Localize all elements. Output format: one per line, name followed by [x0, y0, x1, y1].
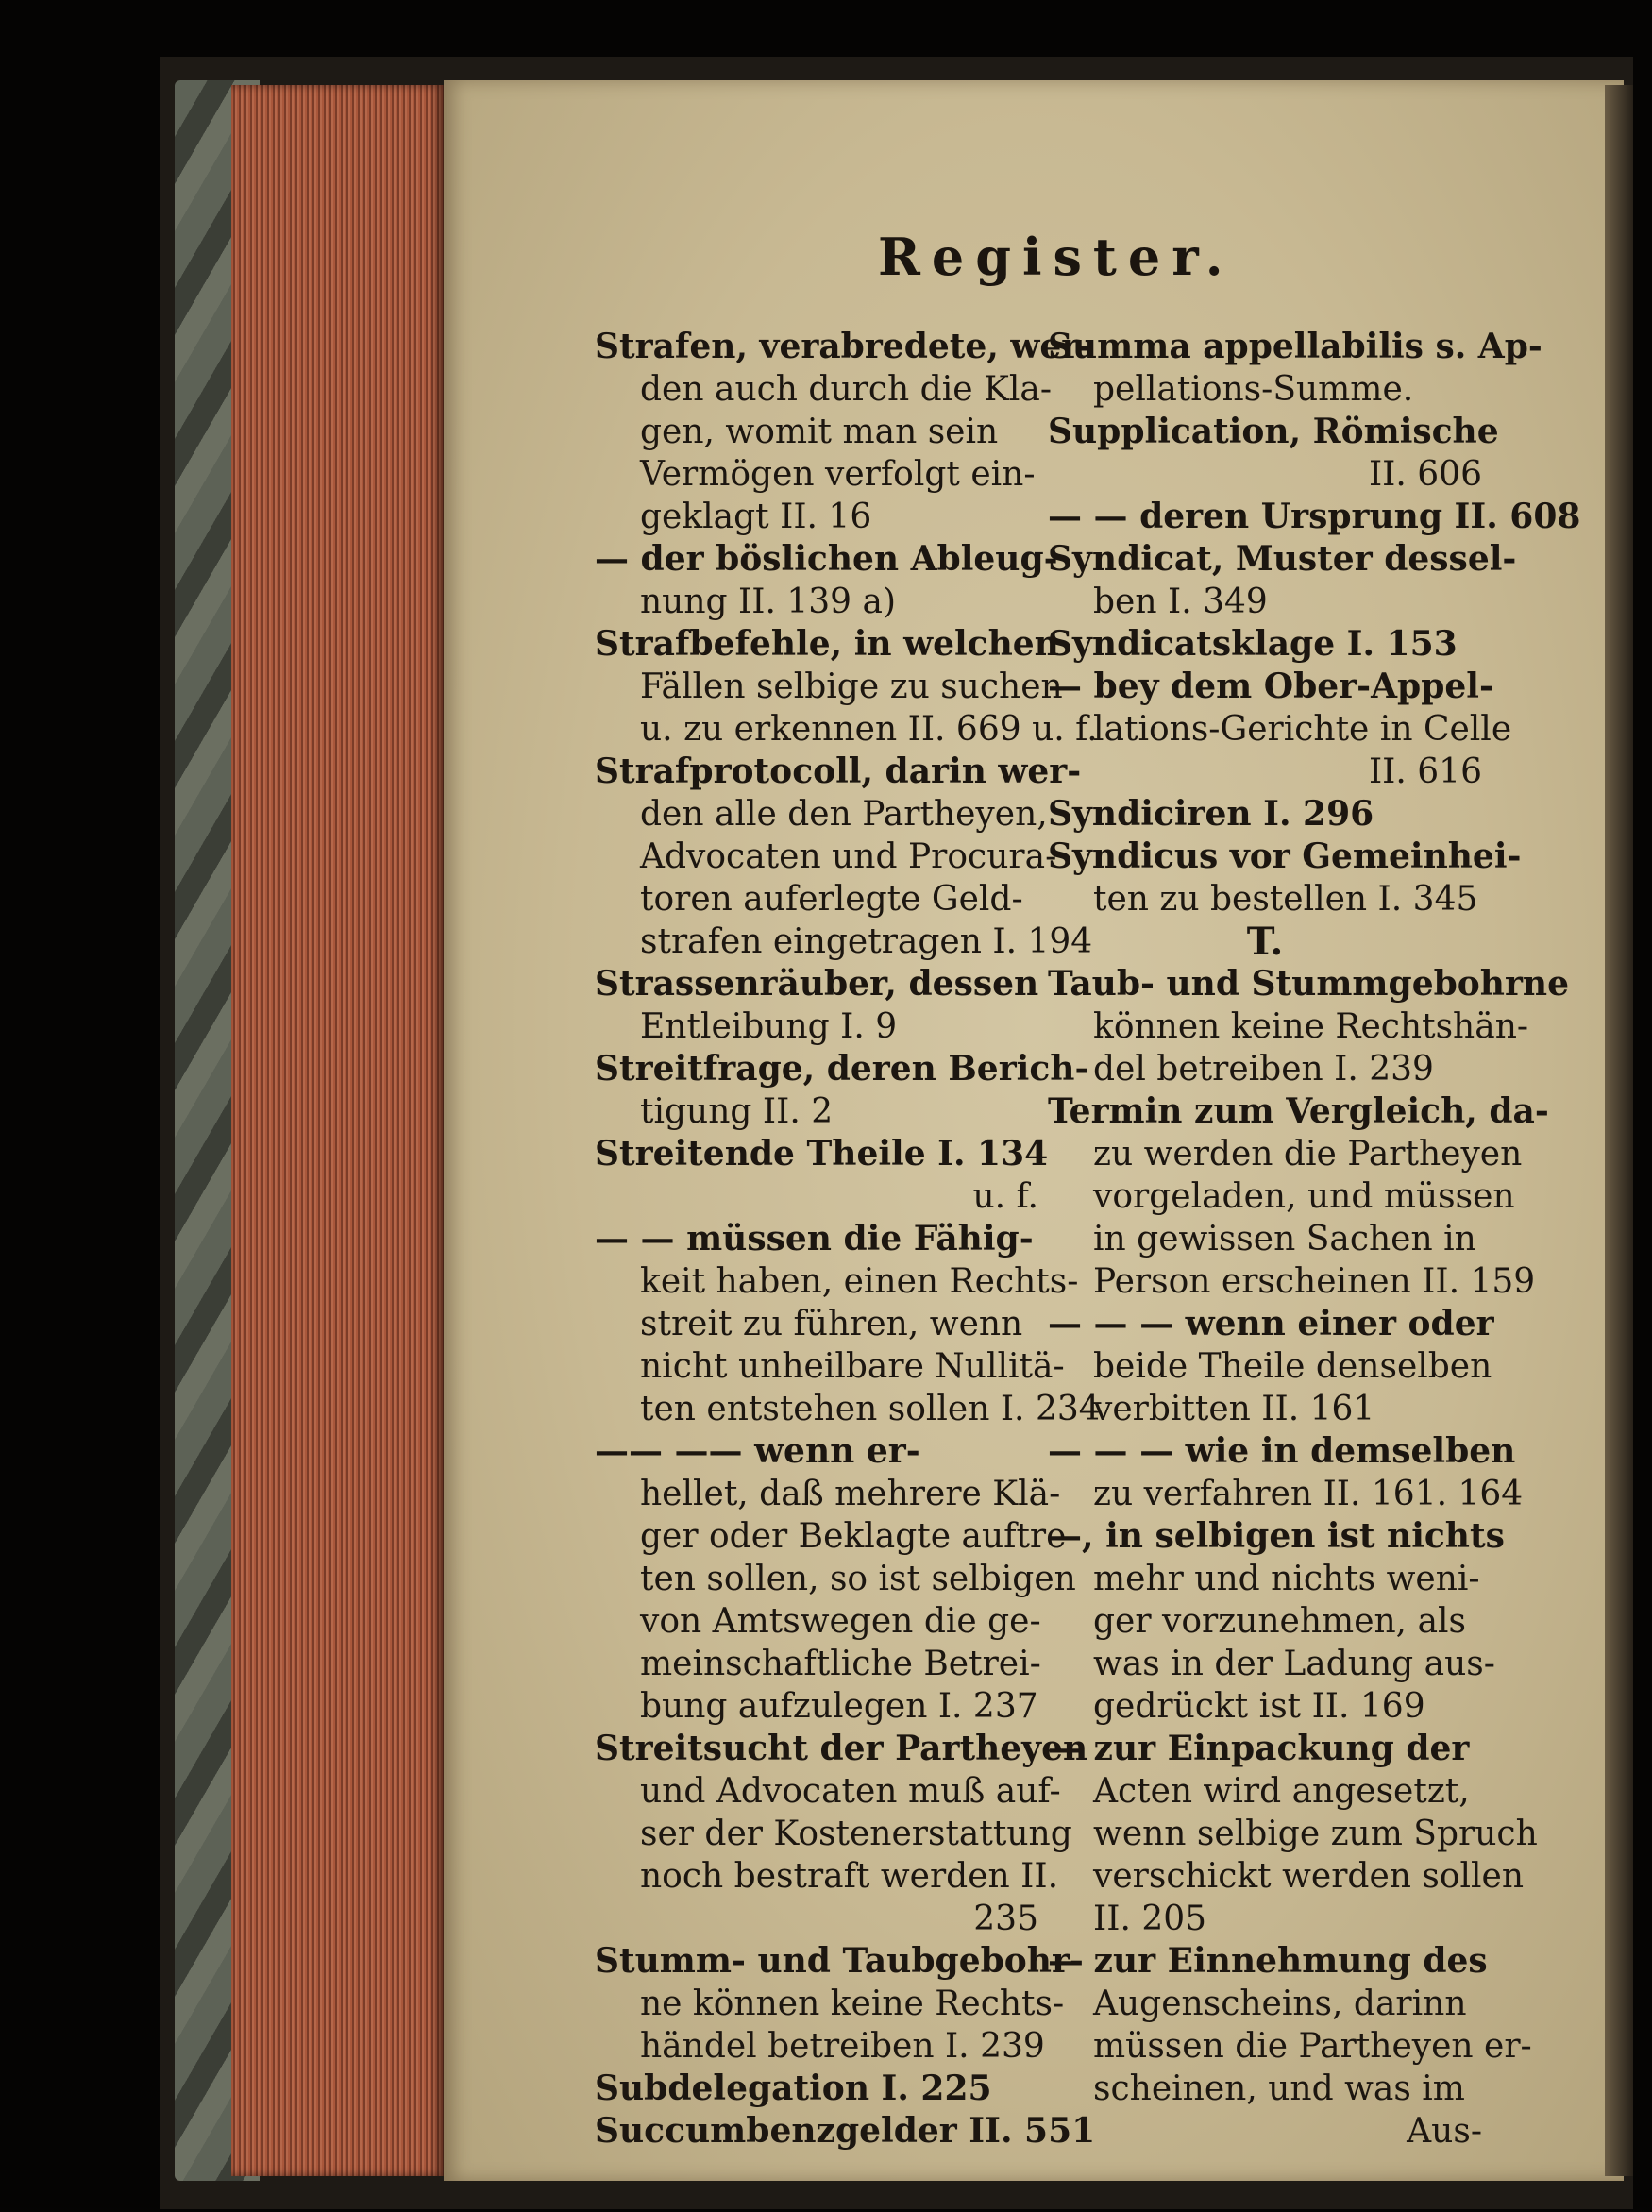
register-line: gedrückt ist II. 169 — [1093, 1687, 1425, 1726]
register-line: noch bestraft werden II. — [640, 1857, 1059, 1896]
register-line: del betreiben I. 239 — [1093, 1050, 1434, 1089]
right-column — [1048, 326, 1581, 2153]
register-line: Fällen selbige zu suchen — [640, 667, 1063, 706]
register-line: wenn selbige zum Spruch — [1093, 1815, 1538, 1853]
register-line: Acten wird angesetzt, — [1093, 1772, 1470, 1811]
register-line: — zur Einpackung der — [1048, 1729, 1470, 1768]
register-line: beide Theile denselben — [1093, 1347, 1492, 1386]
register-line: Strafbefehle, in welchen — [595, 624, 1059, 664]
register-line: Termin zum Vergleich, da- — [1048, 1091, 1549, 1131]
page-gutter — [1605, 85, 1633, 2176]
register-line: II. 205 — [1093, 1900, 1207, 1938]
register-line: Entleibung I. 9 — [640, 1007, 898, 1046]
register-line: II. 606 — [1368, 455, 1482, 494]
register-line: ten zu bestellen I. 345 — [1093, 880, 1478, 919]
register-line: u. f. — [972, 1177, 1038, 1216]
register-line: streit zu führen, wenn — [640, 1305, 1023, 1343]
register-line: Person erscheinen II. 159 — [1093, 1262, 1536, 1301]
register-line: toren auferlegte Geld- — [640, 880, 1023, 919]
register-line: — bey dem Ober-Appel- — [1048, 667, 1493, 706]
register-line: und Advocaten muß auf- — [640, 1772, 1061, 1811]
register-line: mehr und nichts weni- — [1093, 1560, 1480, 1598]
register-line: Syndiciren I. 296 — [1048, 794, 1374, 834]
register-line: strafen eingetragen I. 194 — [640, 922, 1093, 961]
register-line: geklagt II. 16 — [640, 498, 872, 536]
register-line: Subdelegation I. 225 — [595, 2068, 992, 2108]
register-line: ger oder Beklagte auftre- — [640, 1517, 1078, 1556]
register-line: meinschaftliche Betrei- — [640, 1645, 1041, 1683]
register-line: zu werden die Partheyen — [1093, 1135, 1523, 1174]
register-line: Strafprotocoll, darin wer- — [595, 751, 1082, 791]
register-line: den alle den Partheyen, — [640, 795, 1048, 834]
register-line: Taub- und Stummgebohrne — [1048, 964, 1570, 1004]
register-line: — der böslichen Ableug- — [595, 539, 1058, 579]
register-line: verschickt werden sollen — [1093, 1857, 1525, 1896]
register-line: verbitten II. 161 — [1093, 1390, 1375, 1428]
register-line: lations-Gerichte in Celle — [1093, 710, 1512, 749]
register-line: Augenscheins, darinn — [1093, 1984, 1467, 2023]
register-line: nicht unheilbare Nullitä- — [640, 1347, 1065, 1386]
register-line: ten entstehen sollen I. 234 — [640, 1390, 1101, 1428]
register-line: Streitfrage, deren Berich- — [595, 1049, 1089, 1089]
register-line: — zur Einnehmung des — [1048, 1941, 1488, 1981]
left-column — [595, 326, 1101, 2153]
register-line: Supplication, Römische — [1048, 412, 1499, 451]
register-line: gen, womit man sein — [640, 413, 999, 451]
register-line: vorgeladen, und müssen — [1093, 1177, 1515, 1216]
register-line: Syndicat, Muster dessel- — [1048, 539, 1517, 579]
register-line: Strassenräuber, dessen — [595, 964, 1039, 1004]
register-line: Syndicus vor Gemeinhei- — [1048, 836, 1522, 876]
register-line: können keine Rechtshän- — [1093, 1007, 1529, 1046]
register-line: hellet, daß mehrere Klä- — [640, 1475, 1061, 1513]
register-line: den auch durch die Kla- — [640, 370, 1052, 409]
register-line: Advocaten und Procura- — [640, 837, 1057, 876]
register-line: — — müssen die Fähig- — [595, 1219, 1034, 1258]
register-line: bung aufzulegen I. 237 — [640, 1687, 1038, 1726]
register-line: in gewissen Sachen in — [1093, 1220, 1476, 1258]
register-line: Streitende Theile I. 134 — [595, 1134, 1049, 1174]
register-line: nung II. 139 a) — [640, 583, 897, 621]
register-line: pellations-Summe. — [1093, 370, 1414, 409]
register-line: händel betreiben I. 239 — [640, 2027, 1045, 2066]
register-line: — — — wie in demselben — [1048, 1431, 1516, 1471]
register-line: ser der Kostenerstattung — [640, 1815, 1072, 1853]
register-line: Summa appellabilis s. Ap- — [1048, 327, 1542, 366]
register-line: tigung II. 2 — [640, 1092, 834, 1131]
page-header: Register. — [878, 227, 1235, 287]
register-line: Vermögen verfolgt ein- — [640, 455, 1036, 494]
register-line: II. 616 — [1368, 752, 1482, 791]
register-line: was in der Ladung aus- — [1093, 1645, 1495, 1683]
register-line: keit haben, einen Rechts- — [640, 1262, 1079, 1301]
register-line: — — deren Ursprung II. 608 — [1048, 497, 1581, 536]
register-line: Syndicatsklage I. 153 — [1048, 624, 1458, 664]
register-line: müssen die Partheyen er- — [1093, 2027, 1532, 2066]
page-edges — [231, 85, 444, 2176]
register-line: Aus- — [1407, 2112, 1482, 2151]
register-line: u. zu erkennen II. 669 u. f. — [640, 710, 1098, 749]
register-line: —— —— wenn er- — [595, 1431, 920, 1471]
register-line: Strafen, verabredete, wer- — [595, 327, 1094, 366]
register-line: ne können keine Rechts- — [640, 1984, 1065, 2023]
register-line: Streitsucht der Partheyen — [595, 1729, 1088, 1768]
register-line: T. — [1246, 920, 1284, 964]
register-line: scheinen, und was im — [1093, 2069, 1465, 2108]
register-line: von Amtswegen die ge- — [640, 1602, 1041, 1641]
register-line: Succumbenzgelder II. 551 — [595, 2111, 1096, 2151]
register-line: Stumm- und Taubgebohr- — [595, 1941, 1084, 1981]
register-line: ten sollen, so ist selbigen — [640, 1560, 1076, 1598]
register-line: —, in selbigen ist nichts — [1048, 1516, 1505, 1556]
register-line: ben I. 349 — [1093, 583, 1268, 621]
register-line: 235 — [973, 1900, 1038, 1938]
register-line: — — — wenn einer oder — [1048, 1304, 1494, 1343]
register-line: zu verfahren II. 161. 164 — [1093, 1475, 1524, 1513]
register-line: ger vorzunehmen, als — [1093, 1602, 1467, 1641]
